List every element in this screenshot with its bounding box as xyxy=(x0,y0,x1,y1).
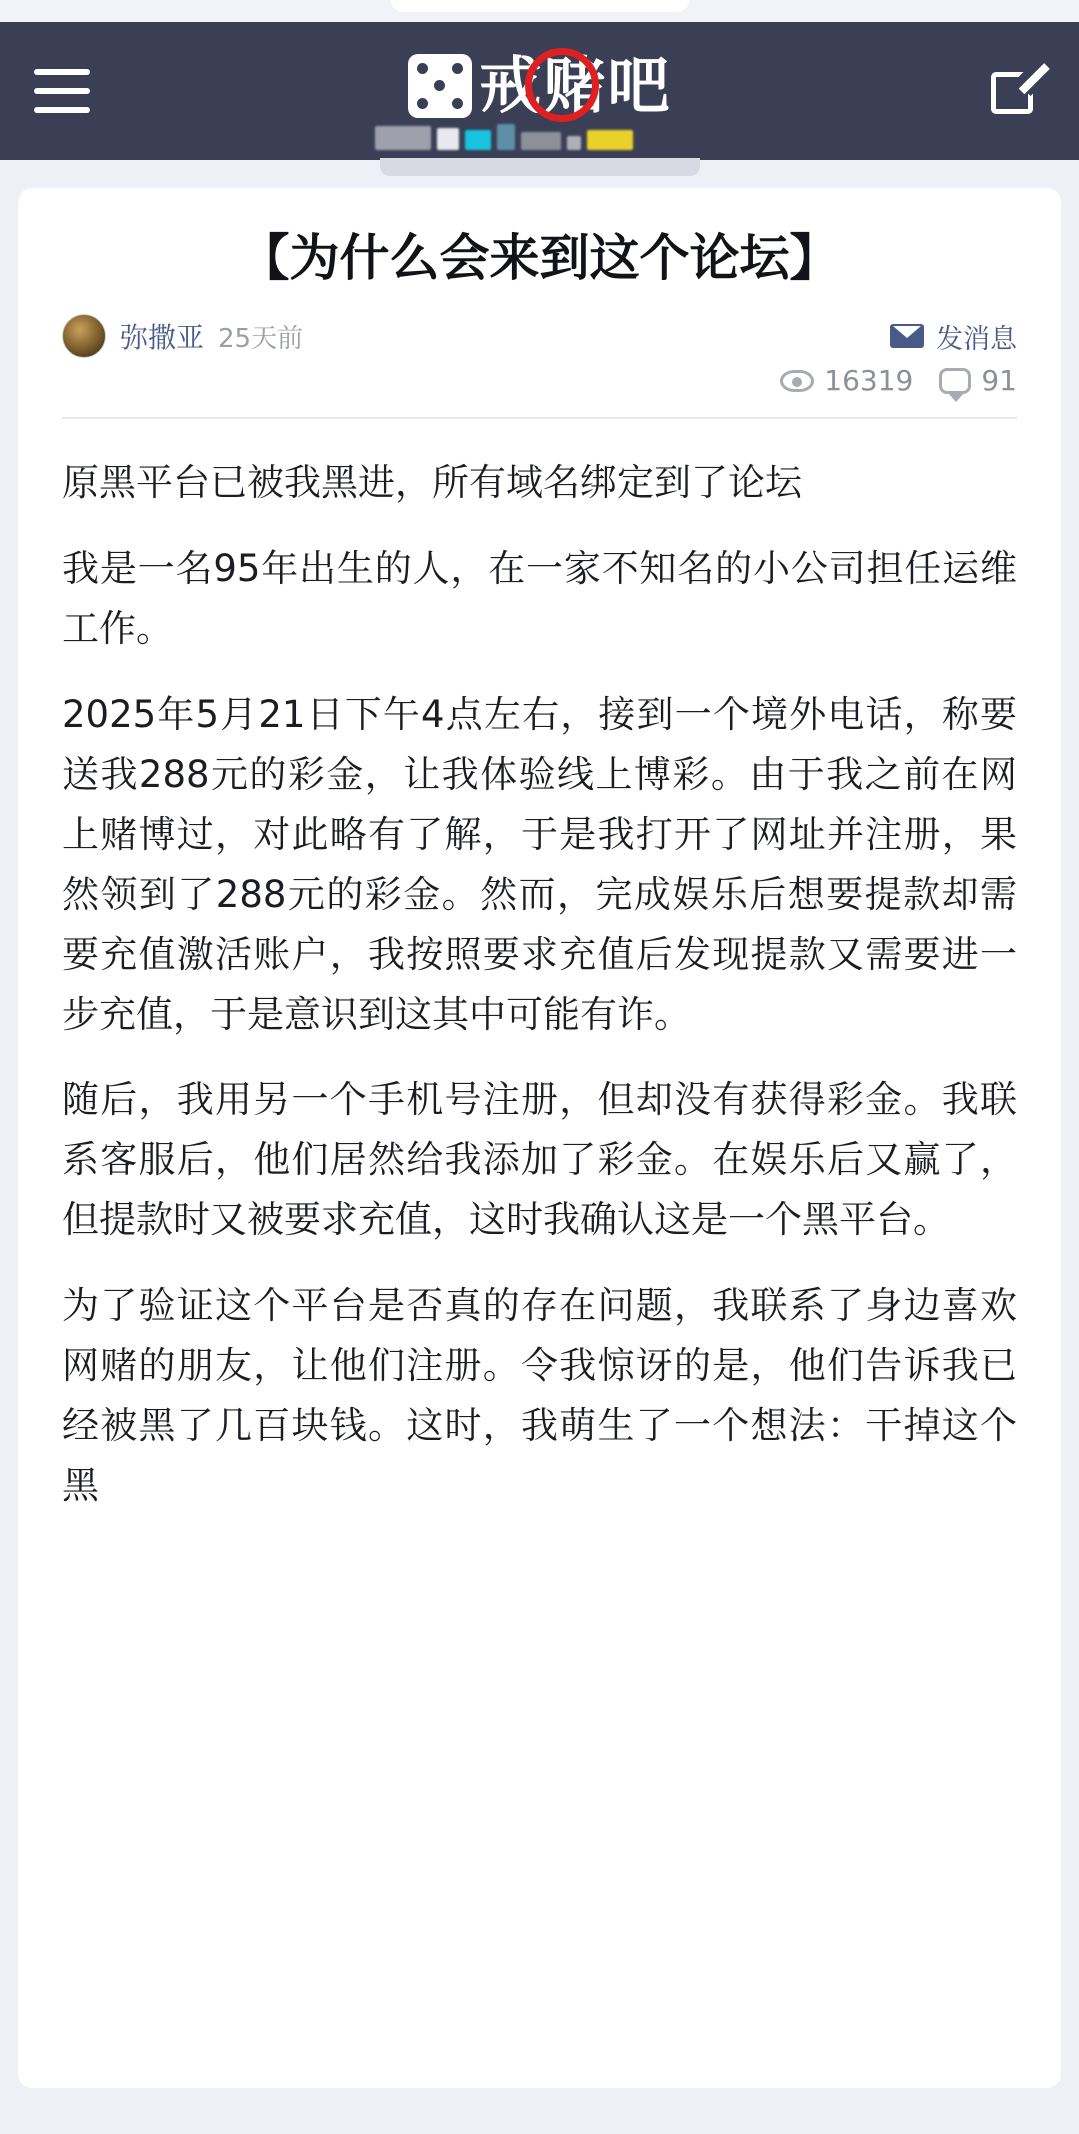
views-count: 16319 xyxy=(824,364,914,397)
app-header xyxy=(0,22,1079,160)
comments-count: 91 xyxy=(981,364,1017,397)
comment-bubble-icon xyxy=(939,368,971,394)
avatar[interactable] xyxy=(62,314,106,358)
compose-icon[interactable] xyxy=(991,64,1045,118)
post-stats xyxy=(62,364,1017,411)
eye-icon xyxy=(780,370,814,392)
author-name[interactable]: 弥撒亚 xyxy=(120,321,205,354)
dice-icon xyxy=(407,54,471,118)
send-message-button[interactable] xyxy=(890,317,1017,356)
post-body xyxy=(62,453,1017,1516)
post-time: 25天前 xyxy=(218,323,304,354)
post-paragraph: 我是一名95年出生的人，在一家不知名的小公司担任运维工作。 xyxy=(62,546,1017,650)
post-card xyxy=(18,188,1061,2088)
post-paragraph: 随后，我用另一个手机号注册，但却没有获得彩金。我联系客服后，他们居然给我添加了彩金。在娱乐后又赢了，但提款时又被要求充值，这时我确认这是一个黑平台。 xyxy=(62,1078,1017,1242)
logo-text: 戒赌吧 xyxy=(479,49,672,122)
notch-pill xyxy=(390,0,690,12)
page-title: 【为什么会来到这个论坛】 xyxy=(239,229,840,287)
views-stat xyxy=(780,364,913,397)
status-bar xyxy=(0,0,1079,22)
post-paragraph: 原黑平台已被我黑进，所有域名绑定到了论坛 xyxy=(62,461,802,504)
prohibition-circle-icon xyxy=(524,48,598,122)
hamburger-icon[interactable] xyxy=(34,69,90,113)
post-paragraph: 为了验证这个平台是否真的存在问题，我联系了身边喜欢网赌的朋友，让他们注册。令我惊讶的是，他们告诉我已经被黑了几百块钱。这时，我萌生了一个想法：干掉这个黑 xyxy=(62,1284,1017,1508)
send-message-label: 发消息 xyxy=(936,323,1017,355)
comments-stat[interactable] xyxy=(939,364,1017,397)
envelope-icon xyxy=(890,324,924,348)
post-paragraph: 2025年5月21日下午4点左右，接到一个境外电话，称要送我288元的彩金，让我体验线上博彩。由于我之前在网上赌博过，对此略有了解，于是我打开了网址并注册，果然领到了288元的彩金。然而，完成娱乐后想要提款却需要充值激活账户，我按照要求充值后发现提款又需要进一步充值，于是意识到这其中可能有诈。 xyxy=(62,692,1017,1036)
blurred-thumbnail-strip xyxy=(375,116,705,150)
divider xyxy=(62,417,1017,419)
author-block xyxy=(62,314,303,358)
post-meta xyxy=(62,314,1017,358)
header-bottom-nub xyxy=(380,158,700,176)
